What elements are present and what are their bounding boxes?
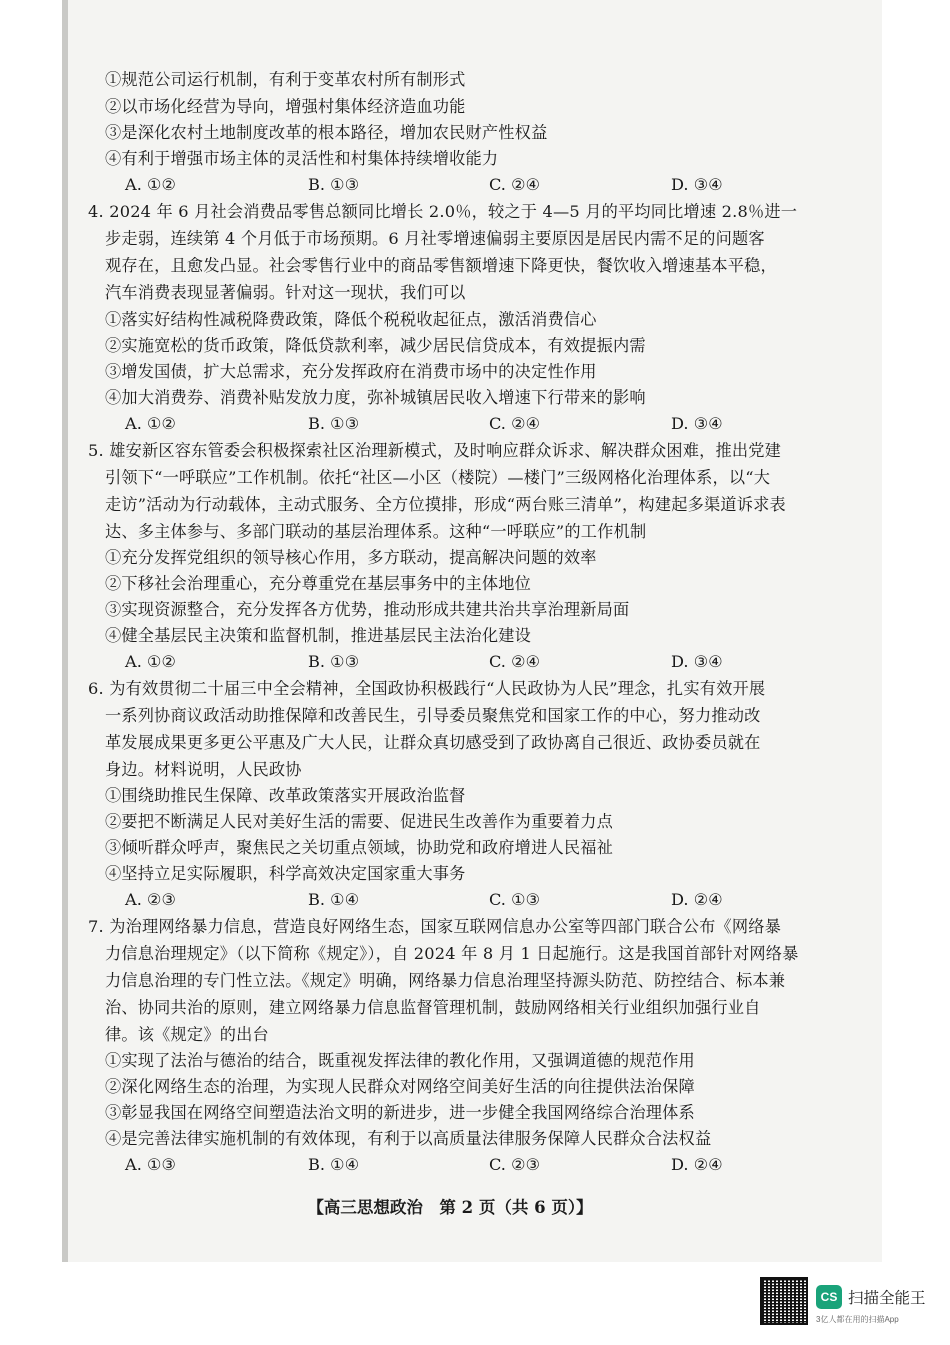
q5-stem-line: 达、多主体参与、多部门联动的基层治理体系。这种“一呼联应”的工作机制 [105, 522, 647, 541]
q5-answer-d: D. ③④ [671, 652, 723, 671]
camscanner-logo-icon: CS [816, 1285, 842, 1309]
q6-stem-line: 革发展成果更多更公平惠及广大人民，让群众真切感受到了政协离自己很近、政协委员就在 [105, 733, 761, 752]
q6-stem-line: 一系列协商议政活动助推保障和改善民生，引导委员聚焦党和国家工作的中心，努力推动改 [105, 706, 761, 725]
q4-option-1: ①落实好结构性减税降费政策，降低个税税收起征点，激活消费信心 [105, 310, 597, 329]
q7-answer-d: D. ②④ [671, 1155, 723, 1174]
q5-answer-row [0, 652, 950, 672]
q4-answer-a: A. ①② [125, 414, 177, 433]
page-footer: 【高三思想政治 第 2 页（共 6 页）】 [307, 1198, 593, 1217]
q5-option-2: ②下移社会治理重心，充分尊重党在基层事务中的主体地位 [105, 574, 532, 593]
q6-answer-d: D. ②④ [671, 890, 723, 909]
q7-answer-c: C. ②③ [489, 1155, 541, 1174]
qr-code-icon [760, 1277, 808, 1325]
q5-option-4: ④健全基层民主决策和监督机制，推进基层民主法治化建设 [105, 626, 532, 645]
scanner-watermark [760, 1277, 935, 1332]
q7-option-3: ③彰显我国在网络空间塑造法治文明的新进步，进一步健全我国网络综合治理体系 [105, 1103, 695, 1122]
watermark-name: 扫描全能王 [848, 1290, 926, 1307]
q5-answer-c: C. ②④ [489, 652, 541, 671]
q3-answer-c: C. ②④ [489, 175, 541, 194]
q5-answer-b: B. ①③ [308, 652, 360, 671]
q3-answer-d: D. ③④ [671, 175, 723, 194]
q6-option-2: ②要把不断满足人民对美好生活的需要、促进民生改善作为重要着力点 [105, 812, 614, 831]
q5-option-1: ①充分发挥党组织的领导核心作用，多方联动，提高解决问题的效率 [105, 548, 597, 567]
q4-stem-line: 步走弱，连续第 4 个月低于市场预期。6 月社零增速偏弱主要原因是居民内需不足的问题客 [105, 229, 765, 248]
q3-answer-row [0, 175, 950, 195]
q5-option-3: ③实现资源整合，充分发挥各方优势，推动形成共建共治共享治理新局面 [105, 600, 630, 619]
q7-option-2: ②深化网络生态的治理，为实现人民群众对网络空间美好生活的向往提供法治保障 [105, 1077, 695, 1096]
q6-answer-a: A. ②③ [125, 890, 177, 909]
q4-stem-line: 汽车消费表现显著偏弱。针对这一现状，我们可以 [105, 283, 466, 302]
q6-option-4: ④坚持立足实际履职，科学高效决定国家重大事务 [105, 864, 466, 883]
q4-answer-b: B. ①③ [308, 414, 360, 433]
q4-stem-line: 4. 2024 年 6 月社会消费品零售总额同比增长 2.0％，较之于 4—5 月的平均同比增速 2.8％进一 [88, 202, 798, 221]
q7-answer-b: B. ①④ [308, 1155, 360, 1174]
q4-option-4: ④加大消费券、消费补贴发放力度，弥补城镇居民收入增速下行带来的影响 [105, 388, 646, 407]
q7-stem-line: 力信息治理的专门性立法。《规定》明确，网络暴力信息治理坚持源头防范、防控结合、标本兼 [105, 971, 786, 990]
q6-stem-line: 6. 为有效贯彻二十届三中全会精神，全国政协积极践行“人民政协为人民”理念，扎实有效开展 [88, 679, 766, 698]
q7-stem-line: 律。该《规定》的出台 [105, 1025, 269, 1044]
q4-stem-line: 观存在，且愈发凸显。社会零售行业中的商品零售额增速下降更快，餐饮收入增速基本平稳， [105, 256, 777, 275]
q7-answer-row [0, 1155, 950, 1175]
q3-option-3: ③是深化农村土地制度改革的根本路径，增加农民财产性权益 [105, 123, 548, 142]
q6-stem-line: 身边。材料说明，人民政协 [105, 760, 302, 779]
q6-option-3: ③倾听群众呼声，聚焦民之关切重点领域，协助党和政府增进人民福祉 [105, 838, 614, 857]
q6-answer-c: C. ①③ [489, 890, 541, 909]
q4-option-2: ②实施宽松的货币政策，降低贷款利率，减少居民信贷成本，有效提振内需 [105, 336, 646, 355]
q3-answer-b: B. ①③ [308, 175, 360, 194]
q7-stem-line: 力信息治理规定》（以下简称《规定》），自 2024 年 8 月 1 日起施行。这是我国首部针对网络暴 [105, 944, 799, 963]
q5-stem-line: 走访”活动为行动载体，主动式服务、全方位摸排，形成“两台账三清单”，构建起多渠道诉求表 [105, 495, 786, 514]
q5-stem-line: 5. 雄安新区容东管委会积极探索社区治理新模式，及时响应群众诉求、解决群众困难，推出党建 [88, 441, 782, 460]
q3-option-4: ④有利于增强市场主体的灵活性和村集体持续增收能力 [105, 149, 499, 168]
q3-option-2: ②以市场化经营为导向，增强村集体经济造血功能 [105, 97, 466, 116]
q4-answer-d: D. ③④ [671, 414, 723, 433]
q4-answer-row [0, 414, 950, 434]
q7-stem-line: 7. 为治理网络暴力信息，营造良好网络生态，国家互联网信息办公室等四部门联合公布《网络暴 [88, 917, 782, 936]
q5-answer-a: A. ①② [125, 652, 177, 671]
q7-answer-a: A. ①③ [125, 1155, 177, 1174]
q7-option-4: ④是完善法律实施机制的有效体现，有利于以高质量法律服务保障人民群众合法权益 [105, 1129, 712, 1148]
q6-answer-row [0, 890, 950, 910]
q4-answer-c: C. ②④ [489, 414, 541, 433]
q6-option-1: ①围绕助推民生保障、改革政策落实开展政治监督 [105, 786, 466, 805]
q6-answer-b: B. ①④ [308, 890, 360, 909]
q3-option-1: ①规范公司运行机制，有利于变革农村所有制形式 [105, 70, 466, 89]
q5-stem-line: 引领下“一呼联应”工作机制。依托“社区—小区（楼院）—楼门”三级网格化治理体系，以“大 [105, 468, 771, 487]
q7-option-1: ①实现了法治与德治的结合，既重视发挥法律的教化作用，又强调道德的规范作用 [105, 1051, 695, 1070]
q3-answer-a: A. ①② [125, 175, 177, 194]
q4-option-3: ③增发国债，扩大总需求，充分发挥政府在消费市场中的决定性作用 [105, 362, 597, 381]
watermark-tagline: 3亿人都在用的扫描App [816, 1315, 899, 1324]
q7-stem-line: 治、协同共治的原则，建立网络暴力信息监督管理机制，鼓励网络相关行业组织加强行业自 [105, 998, 761, 1017]
